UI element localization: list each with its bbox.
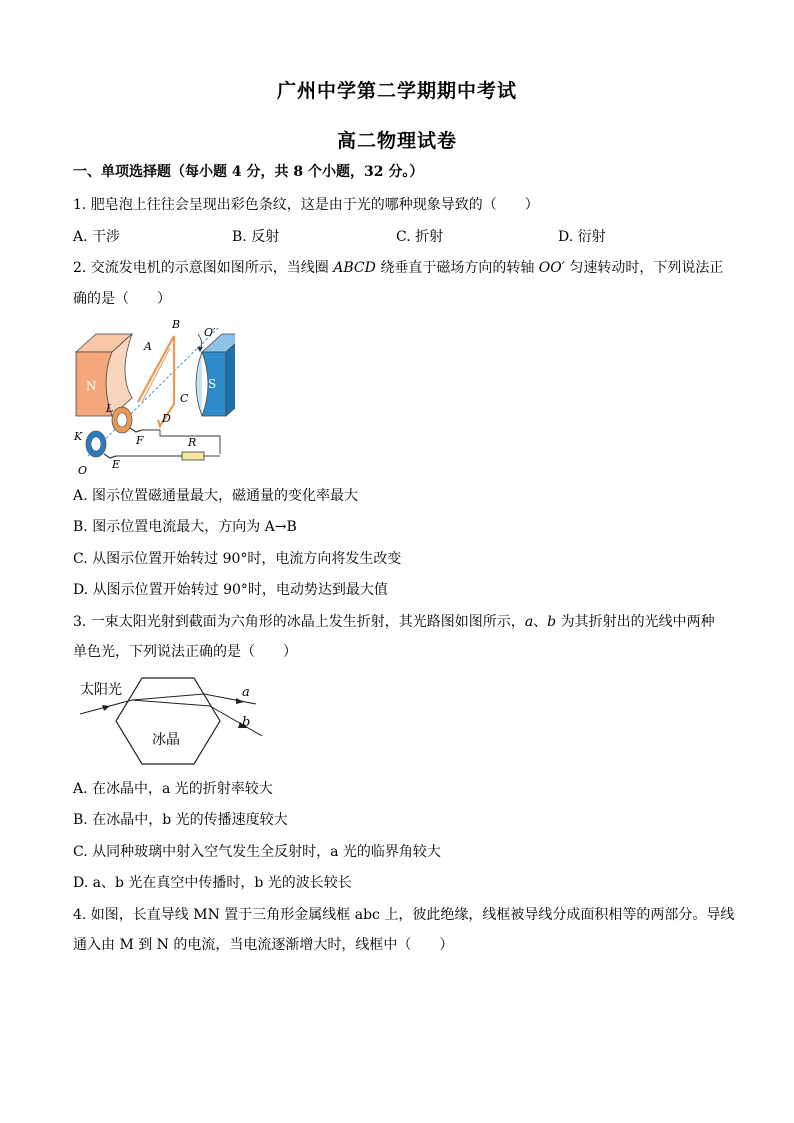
resistor-label: R (188, 436, 197, 449)
school-title: 广州中学第二学期期中考试 (276, 80, 517, 102)
q3-option-b: B. 在冰晶中，b 光的传播速度较大 (73, 812, 288, 828)
q3-stem-line1 (73, 613, 715, 631)
q2-coil-label: ABCD (333, 260, 376, 276)
coil-label-b: B (172, 318, 181, 331)
q2-option-b: B. 图示位置电流最大，方向为 A→B (73, 519, 297, 535)
q1-stem: 1. 肥皂泡上往往会呈现出彩色条纹，这是由于光的哪种现象导致的（ ） (73, 197, 539, 213)
brush-f (130, 428, 142, 432)
ring-label-l: L (106, 402, 114, 415)
refracted-ray-a (132, 694, 204, 700)
q2-option-a: A. 图示位置磁通量最大，磁通量的变化率最大 (73, 488, 359, 504)
q2-option-d: D. 从图示位置开始转过 90°时，电动势达到最大值 (73, 582, 388, 598)
section-heading: 一、单项选择题（每小题 4 分，共 8 个小题，32 分。） (73, 164, 424, 180)
q4-stem-line1: 4. 如图，长直导线 MN 置于三角形金属线框 abc 上，彼此绝缘，线框被导线分成面积相等的两部分。导线 (73, 907, 735, 923)
ice-crystal-figure (76, 674, 266, 768)
brush-label-f: F (136, 434, 144, 447)
sunlight-label: 太阳光 (80, 682, 122, 698)
resistor-r (182, 452, 204, 460)
axis-label-o-prime: O′ (204, 326, 216, 339)
generator-figure (70, 316, 235, 476)
q3-light-a: a (524, 614, 534, 630)
q1-option-b: B. 反射 (232, 229, 280, 245)
brush-label-e: E (112, 458, 121, 471)
coil-label-d: D (162, 412, 171, 425)
ray-label-a: a (242, 685, 250, 700)
crystal-label: 冰晶 (152, 732, 180, 748)
axis-label-o: O (78, 464, 88, 476)
paper-title: 高二物理试卷 (336, 130, 457, 152)
coil-inner (142, 348, 170, 402)
q2-stem-line2: 确的是（ ） (73, 291, 171, 307)
q2-stem-mid: 绕垂直于磁场方向的转轴 (375, 260, 539, 276)
coil-label-c: C (180, 392, 189, 405)
q3-sep: 、 (533, 614, 548, 630)
q2-stem-line1 (73, 259, 723, 277)
q1-option-a: A. 干涉 (73, 229, 121, 245)
hexagon-crystal (116, 678, 220, 764)
q3-option-c: C. 从同种玻璃中射入空气发生全反射时，a 光的临界角较大 (73, 844, 441, 860)
q3-light-b: b (547, 614, 557, 630)
refracted-ray-b (132, 700, 210, 706)
ring-label-k: K (74, 430, 83, 443)
ray-label-b: b (242, 715, 251, 730)
circuit-wire-top (142, 430, 220, 454)
n-pole-label: N (86, 379, 97, 393)
q3-stem-line2: 单色光，下列说法正确的是（ ） (73, 644, 297, 660)
q3-stem-pre: 3. 一束太阳光射到截面为六角形的冰晶上发生折射，其光路图如图所示， (73, 614, 525, 630)
slip-ring-l-inner (117, 413, 127, 427)
slip-ring-k-inner (91, 437, 101, 451)
q3-stem-post: 为其折射出的光线中两种 (556, 614, 715, 630)
q3-option-d: D. a、b 光在真空中传播时，b 光的波长较长 (73, 875, 352, 891)
q1-option-c: C. 折射 (396, 229, 444, 245)
q2-stem-pre: 2. 交流发电机的示意图如图所示，当线圈 (73, 260, 334, 276)
q2-axis-label: OO′ (538, 260, 565, 276)
s-pole-label: S (208, 377, 217, 391)
q2-stem-post: 匀速转动时，下列说法正 (564, 260, 724, 276)
exit-ray-b (210, 706, 262, 736)
q1-option-d: D. 衍射 (558, 229, 606, 245)
incident-arrow (102, 705, 110, 711)
q4-stem-line2: 通入由 M 到 N 的电流，当电流逐渐增大时，线框中（ ） (73, 937, 454, 953)
s-magnet-curve (196, 352, 202, 416)
rotation-arrow-head (197, 347, 203, 352)
q2-option-c: C. 从图示位置开始转过 90°时，电流方向将发生改变 (73, 551, 402, 567)
coil-label-a: A (144, 340, 152, 353)
q3-option-a: A. 在冰晶中，a 光的折射率较大 (73, 781, 273, 797)
